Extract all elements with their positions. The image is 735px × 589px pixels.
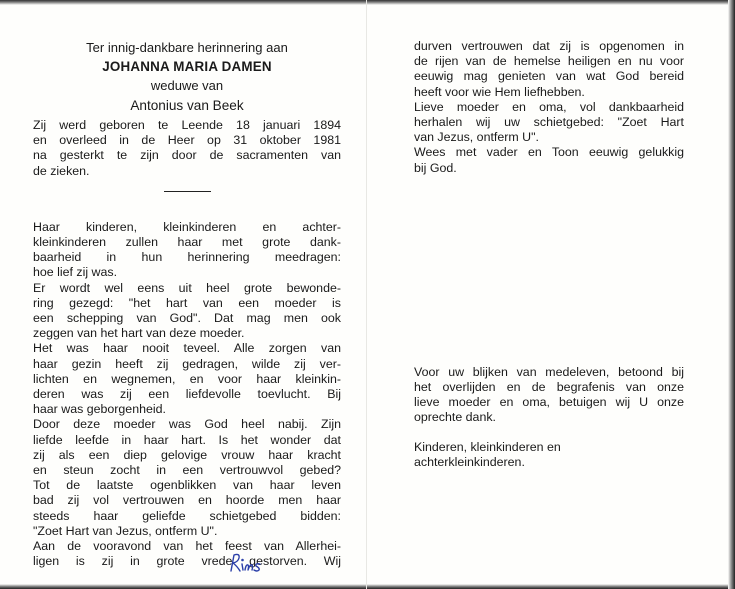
tribute-line: Het was haar nooit teveel. Alle zorgen van [33,341,341,356]
right-panel [414,39,684,470]
tribute-line: baarheid in hun herinnering meedragen: [33,250,341,265]
tribute-line: Haar kinderen, kleinkinderen en achter- [33,219,341,234]
tribute-line: haar was geborgenheid. [33,402,166,417]
family-signoff [414,440,684,470]
tribute-line: deren was zij een liefdevolle toevlucht. Bij [33,387,341,402]
family-line: Kinderen, kleinkinderen en [414,439,561,454]
life-line: na gesterkt te zijn door de sacramenten van [33,148,341,163]
scan-edge-right [728,0,735,589]
tribute-line: liefde leefde in haar hart. Is het wonder dat [33,432,341,447]
tribute-text [33,220,341,570]
tribute-line: de rijen van de hemelse heiligen en nu voor [414,54,684,69]
tribute-line: ligen is zij in grote vrede gestorven. Wij [33,554,341,569]
thanks-block [414,365,684,426]
left-panel [33,39,341,569]
tribute-line: een schepping van God". Dat mag men ook [33,311,341,326]
life-line: Zij werd geboren te Leende 18 januari 1894 [33,118,341,132]
tribute-line: durven vertrouwen dat zij is opgenomen in [414,39,684,53]
tribute-line: steeds haar geliefde schietgebed bidden: [33,508,341,523]
family-line: achterkleinkinderen. [414,454,525,469]
card-fold [366,0,367,589]
tribute-line: van Jezus, ontferm U". [414,130,539,145]
tribute-line: kleinkinderen zullen haar met grote dank- [33,235,341,250]
life-line: de zieken. [33,163,90,178]
tribute-continuation [414,39,684,176]
tribute-line: haar gezin heeft zij gedragen, wilde zij ver- [33,356,341,371]
thanks-line: Voor uw blijken van medeleven, betoond bij [414,364,684,379]
tribute-line: lichten en wegnemen, en voor haar kleinkin- [33,371,341,386]
scan-edge-bottom [0,584,735,589]
handwritten-signature [228,552,268,581]
tribute-line: "Zoet Hart van Jezus, ontferm U". [33,523,218,538]
tribute-line: eeuwig mag genieten van wat God bereid [414,69,684,84]
tribute-line: Tot de laatste ogenblikken van haar leven [33,478,341,493]
tribute-line: Aan de vooravond van het feest van Allerhei- [33,539,341,554]
tribute-line: hoe lief zij was. [33,265,118,280]
tribute-line: Door deze moeder was God heel nabij. Zijn [33,417,341,432]
tribute-line: zeggen van het hart van deze moeder. [33,326,245,341]
tribute-line: en steun zocht in een vertrouwvol gebed? [33,463,341,478]
tribute-line: bij God. [414,160,457,175]
life-line: en overleed in de Heer op 31 oktober 1981 [33,133,341,148]
widow-of-line: weduwe van [150,78,224,93]
tribute-line: zij als een diep gelovige vrouw haar kracht [33,447,341,462]
life-dates-block [33,118,341,179]
tribute-line: Wees met vader en Toon eeuwig gelukkig [414,145,684,160]
husband-name: Antonius van Beek [130,98,244,113]
tribute-line: bad zij vol vertrouwen en hoorde men haar [33,493,341,508]
thanks-line: lieve moeder en oma, betuigen wij U onze [414,395,684,410]
tribute-line: Er wordt wel eens uit heel grote bewonde- [33,280,341,295]
scan-edge-top [0,0,735,5]
tribute-line: Lieve moeder en oma, vol dankbaarheid [414,99,684,114]
tribute-line: ring gezegd: "het hart van een moeder is [33,295,341,310]
divider-rule [164,191,211,192]
thanks-line: het overlijden en de begrafenis van onze [414,380,684,395]
tribute-line: herhalen wij uw schietgebed: "Zoet Hart [414,115,684,130]
intro-line: Ter innig-dankbare herinnering aan [86,40,288,55]
signature-scribble [228,552,268,576]
tribute-line: heeft voor wie Hem liefhebben. [414,84,585,99]
thanks-line: oprechte dank. [414,410,496,425]
deceased-name: JOHANNA MARIA DAMEN [102,59,272,74]
